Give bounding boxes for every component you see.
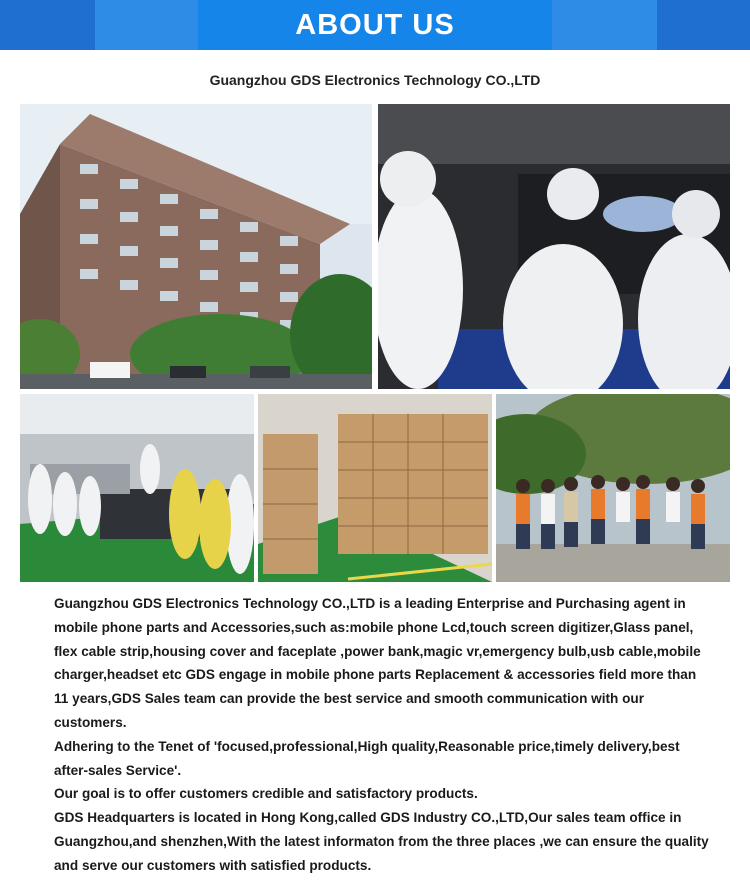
company-name: Guangzhou GDS Electronics Technology CO.,LTD [209, 72, 541, 88]
banner-stripe-left-inner [95, 0, 198, 50]
warehouse-boxes-photo [258, 394, 492, 582]
description-paragraph: Guangzhou GDS Electronics Technology CO.,LTD is a leading Enterprise and Purchasing agent in mobile phone parts and Accessories,such as:mobile phone Lcd,touch screen digitizer,Glass panel, flex cable strip,housing cover and faceplate ,power bank,magic vr,emergency bulb,usb cable,mobile charger,headset etc GDS engage in mobile phone parts Replacement & accessories field more than 11 years,GDS Sales team can provide the best service and smooth communication with our customers. [54, 596, 701, 730]
office-building-photo [20, 104, 372, 389]
team-group-photo [496, 394, 730, 582]
description-paragraph: GDS Headquarters is located in Hong Kong,called GDS Industry CO.,LTD,Our sales team office in Guangzhou,and shenzhen,With the latest informaton from the three places ,we can ensure the quality and serve our customers with satisfied products. [54, 810, 709, 873]
company-description [54, 592, 714, 878]
banner-stripe-right [657, 0, 750, 50]
banner-stripe-left [0, 0, 95, 50]
description-paragraph: Our goal is to offer customers credible and satisfactory products. [54, 786, 478, 802]
description-paragraph: Adhering to the Tenet of 'focused,professional,High quality,Reasonable price,timely delivery,best after-sales Service'. [54, 738, 680, 778]
banner-stripe-right-inner [552, 0, 657, 50]
banner-title: ABOUT US [295, 9, 455, 41]
production-line-photo [20, 394, 254, 582]
header-banner [0, 0, 750, 50]
cleanroom-workers-photo [378, 104, 730, 389]
